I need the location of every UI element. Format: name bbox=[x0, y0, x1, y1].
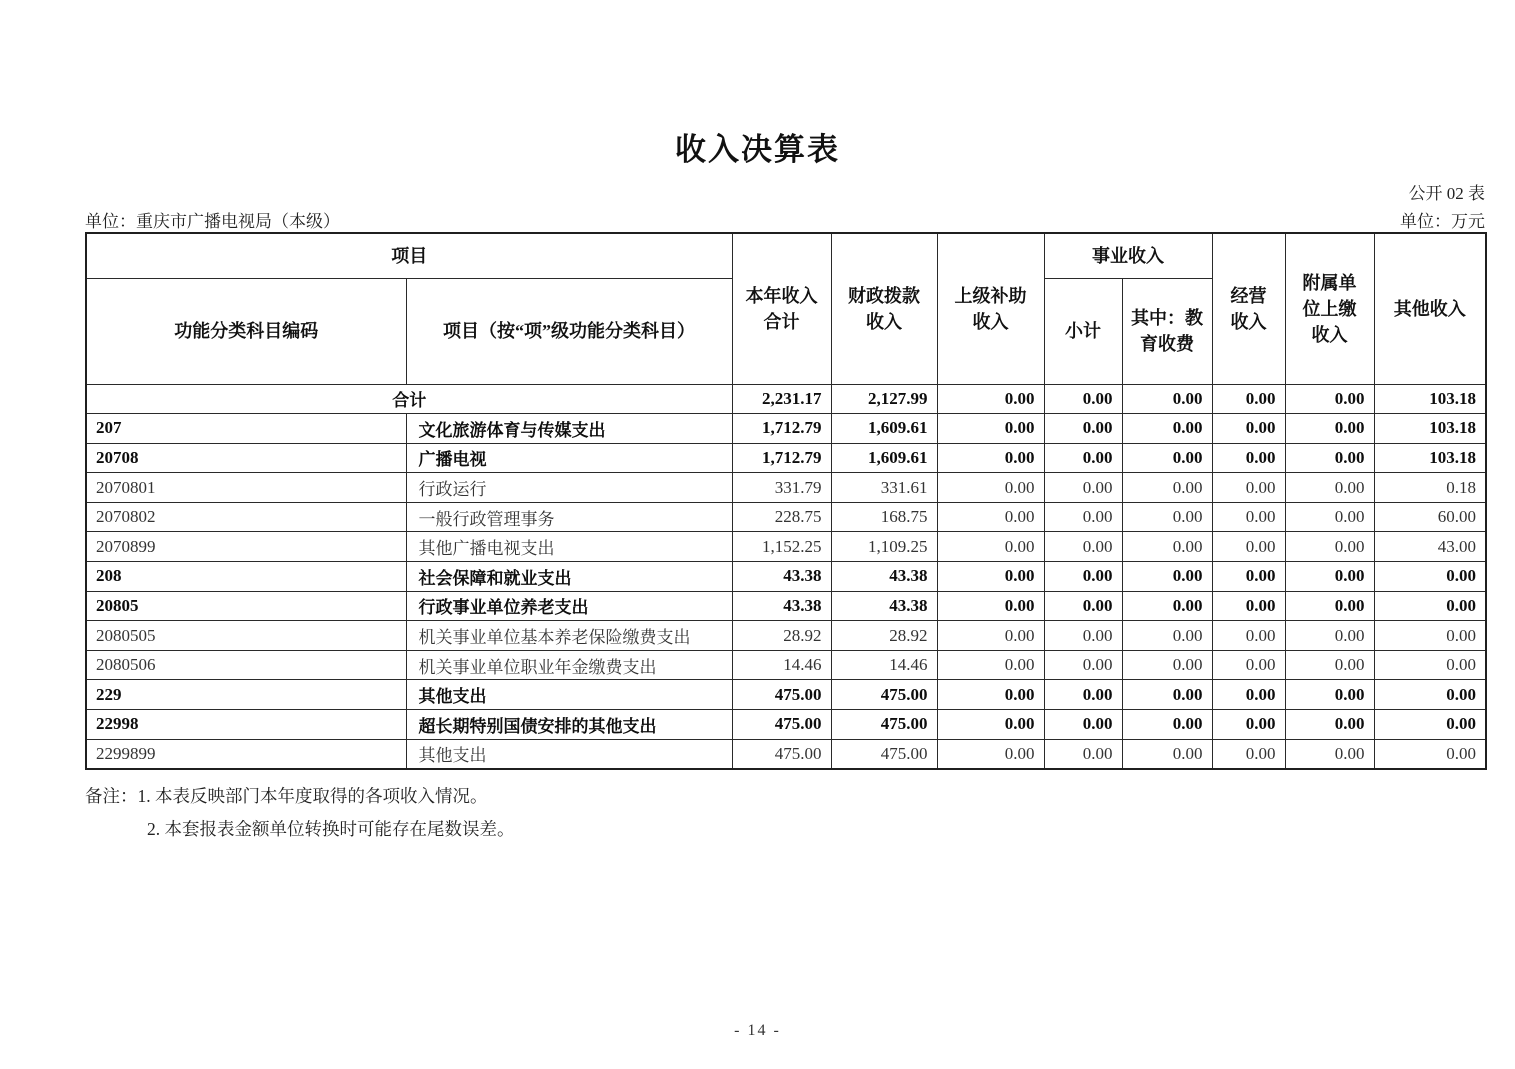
row-value: 0.00 bbox=[937, 384, 1044, 414]
row-value: 0.00 bbox=[1212, 710, 1285, 740]
col-header-fiscal-appropriation: 财政拨款收入 bbox=[831, 233, 937, 384]
row-value: 0.00 bbox=[1374, 621, 1486, 651]
table-body bbox=[86, 384, 1486, 769]
row-function-code: 207 bbox=[86, 414, 406, 444]
table-row bbox=[86, 562, 1486, 592]
table-header bbox=[86, 233, 1486, 384]
row-project-name: 其他广播电视支出 bbox=[406, 532, 732, 562]
row-project-name: 机关事业单位基本养老保险缴费支出 bbox=[406, 621, 732, 651]
unit-row bbox=[85, 207, 1485, 232]
footnotes bbox=[85, 780, 985, 846]
col-header-project-name: 项目（按“项”级功能分类科目） bbox=[406, 278, 732, 384]
col-header-affiliated-income: 附属单位上缴收入 bbox=[1285, 233, 1374, 384]
row-value: 0.00 bbox=[1122, 502, 1212, 532]
row-value: 0.00 bbox=[1122, 650, 1212, 680]
row-value: 0.00 bbox=[1285, 680, 1374, 710]
row-value: 0.00 bbox=[1122, 739, 1212, 769]
row-function-code: 208 bbox=[86, 562, 406, 592]
row-value: 0.00 bbox=[1374, 710, 1486, 740]
row-value: 0.00 bbox=[1044, 473, 1122, 503]
row-value: 2,231.17 bbox=[732, 384, 831, 414]
row-value: 0.00 bbox=[1285, 650, 1374, 680]
row-project-name: 其他支出 bbox=[406, 680, 732, 710]
row-value: 1,712.79 bbox=[732, 414, 831, 444]
row-value: 0.00 bbox=[1212, 680, 1285, 710]
row-project-name: 社会保障和就业支出 bbox=[406, 562, 732, 592]
table-row bbox=[86, 384, 1486, 414]
row-value: 475.00 bbox=[831, 710, 937, 740]
row-value: 0.00 bbox=[1212, 473, 1285, 503]
row-value: 0.00 bbox=[1044, 532, 1122, 562]
row-value: 0.00 bbox=[1212, 443, 1285, 473]
row-value: 43.38 bbox=[732, 591, 831, 621]
income-accounts-table bbox=[85, 232, 1487, 770]
row-function-code: 22998 bbox=[86, 710, 406, 740]
row-value: 475.00 bbox=[831, 739, 937, 769]
row-value: 0.00 bbox=[937, 650, 1044, 680]
row-value: 0.00 bbox=[1212, 562, 1285, 592]
row-value: 14.46 bbox=[732, 650, 831, 680]
row-value: 0.00 bbox=[937, 710, 1044, 740]
table-row bbox=[86, 502, 1486, 532]
table-row bbox=[86, 650, 1486, 680]
table-code-label: 公开 02 表 bbox=[1408, 184, 1485, 203]
row-value: 0.00 bbox=[1122, 473, 1212, 503]
row-function-code: 2070802 bbox=[86, 502, 406, 532]
col-header-project-group: 项目 bbox=[86, 233, 732, 278]
row-function-code: 20708 bbox=[86, 443, 406, 473]
row-function-code: 2070801 bbox=[86, 473, 406, 503]
row-value: 0.00 bbox=[1212, 739, 1285, 769]
row-value: 0.00 bbox=[1285, 532, 1374, 562]
row-total-label: 合计 bbox=[86, 384, 732, 414]
row-value: 0.00 bbox=[1044, 384, 1122, 414]
row-project-name: 其他支出 bbox=[406, 739, 732, 769]
row-value: 0.00 bbox=[1285, 621, 1374, 651]
row-value: 331.61 bbox=[831, 473, 937, 503]
row-value: 1,152.25 bbox=[732, 532, 831, 562]
row-value: 0.00 bbox=[1044, 591, 1122, 621]
col-header-operating-income: 经营收入 bbox=[1212, 233, 1285, 384]
row-project-name: 超长期特别国债安排的其他支出 bbox=[406, 710, 732, 740]
row-value: 0.00 bbox=[1122, 384, 1212, 414]
row-function-code: 2070899 bbox=[86, 532, 406, 562]
row-value: 228.75 bbox=[732, 502, 831, 532]
row-value: 1,609.61 bbox=[831, 414, 937, 444]
footnote-2: 2. 本套报表金额单位转换时可能存在尾数误差。 bbox=[147, 819, 515, 839]
row-value: 0.00 bbox=[937, 591, 1044, 621]
col-header-function-code: 功能分类科目编码 bbox=[86, 278, 406, 384]
row-value: 0.00 bbox=[1122, 414, 1212, 444]
row-function-code: 2299899 bbox=[86, 739, 406, 769]
row-value: 0.00 bbox=[1285, 384, 1374, 414]
row-value: 28.92 bbox=[732, 621, 831, 651]
table-row bbox=[86, 473, 1486, 503]
row-value: 0.00 bbox=[1285, 502, 1374, 532]
row-value: 1,609.61 bbox=[831, 443, 937, 473]
row-value: 0.00 bbox=[1122, 591, 1212, 621]
col-header-total-income: 本年收入合计 bbox=[732, 233, 831, 384]
row-project-name: 文化旅游体育与传媒支出 bbox=[406, 414, 732, 444]
row-value: 0.00 bbox=[937, 621, 1044, 651]
table-row bbox=[86, 532, 1486, 562]
row-value: 0.00 bbox=[1212, 384, 1285, 414]
row-value: 0.00 bbox=[1044, 710, 1122, 740]
table-row bbox=[86, 443, 1486, 473]
unit-name-label: 单位：重庆市广播电视局（本级） bbox=[85, 212, 340, 231]
row-value: 0.00 bbox=[937, 739, 1044, 769]
row-value: 103.18 bbox=[1374, 443, 1486, 473]
col-header-superior-subsidy: 上级补助收入 bbox=[937, 233, 1044, 384]
row-value: 0.00 bbox=[1374, 562, 1486, 592]
row-value: 0.00 bbox=[937, 443, 1044, 473]
row-value: 0.00 bbox=[1374, 650, 1486, 680]
row-value: 0.00 bbox=[937, 562, 1044, 592]
row-value: 331.79 bbox=[732, 473, 831, 503]
row-project-name: 一般行政管理事务 bbox=[406, 502, 732, 532]
row-value: 2,127.99 bbox=[831, 384, 937, 414]
row-value: 475.00 bbox=[732, 680, 831, 710]
row-value: 168.75 bbox=[831, 502, 937, 532]
row-value: 0.00 bbox=[1044, 621, 1122, 651]
row-value: 0.00 bbox=[1122, 562, 1212, 592]
row-value: 14.46 bbox=[831, 650, 937, 680]
row-value: 475.00 bbox=[732, 739, 831, 769]
row-value: 0.00 bbox=[937, 532, 1044, 562]
row-value: 0.00 bbox=[1374, 739, 1486, 769]
col-header-business-income-group: 事业收入 bbox=[1044, 233, 1212, 278]
row-value: 0.00 bbox=[1212, 621, 1285, 651]
row-value: 28.92 bbox=[831, 621, 937, 651]
row-value: 0.00 bbox=[1122, 621, 1212, 651]
row-value: 475.00 bbox=[732, 710, 831, 740]
row-value: 0.00 bbox=[1044, 502, 1122, 532]
col-header-subtotal: 小计 bbox=[1044, 278, 1122, 384]
header-row-group bbox=[86, 233, 1486, 278]
footnote-1: 备注：1. 本表反映部门本年度取得的各项收入情况。 bbox=[85, 786, 488, 806]
row-value: 103.18 bbox=[1374, 384, 1486, 414]
row-value: 475.00 bbox=[831, 680, 937, 710]
row-value: 43.38 bbox=[732, 562, 831, 592]
row-value: 1,109.25 bbox=[831, 532, 937, 562]
col-header-education-fee: 其中：教育收费 bbox=[1122, 278, 1212, 384]
row-project-name: 广播电视 bbox=[406, 443, 732, 473]
col-header-other-income: 其他收入 bbox=[1374, 233, 1486, 384]
row-function-code: 2080506 bbox=[86, 650, 406, 680]
row-value: 0.00 bbox=[937, 473, 1044, 503]
row-value: 0.00 bbox=[1044, 739, 1122, 769]
row-project-name: 机关事业单位职业年金缴费支出 bbox=[406, 650, 732, 680]
row-value: 43.38 bbox=[831, 562, 937, 592]
row-value: 0.00 bbox=[937, 502, 1044, 532]
row-value: 43.38 bbox=[831, 591, 937, 621]
row-value: 0.00 bbox=[1285, 473, 1374, 503]
row-value: 0.00 bbox=[1285, 414, 1374, 444]
table-row bbox=[86, 414, 1486, 444]
row-value: 43.00 bbox=[1374, 532, 1486, 562]
row-function-code: 2080505 bbox=[86, 621, 406, 651]
row-value: 0.00 bbox=[1285, 443, 1374, 473]
row-value: 0.00 bbox=[937, 414, 1044, 444]
row-value: 0.00 bbox=[1122, 680, 1212, 710]
currency-unit-label: 单位：万元 bbox=[1400, 212, 1485, 231]
table-row bbox=[86, 739, 1486, 769]
row-function-code: 229 bbox=[86, 680, 406, 710]
row-value: 0.00 bbox=[1212, 414, 1285, 444]
row-value: 0.00 bbox=[1122, 443, 1212, 473]
row-value: 0.00 bbox=[1212, 502, 1285, 532]
table-row bbox=[86, 710, 1486, 740]
row-value: 0.00 bbox=[1285, 591, 1374, 621]
row-value: 0.00 bbox=[1212, 650, 1285, 680]
row-value: 0.00 bbox=[1285, 739, 1374, 769]
row-value: 0.00 bbox=[1044, 414, 1122, 444]
table-row bbox=[86, 680, 1486, 710]
row-value: 0.00 bbox=[1212, 591, 1285, 621]
row-value: 0.00 bbox=[1044, 680, 1122, 710]
row-value: 0.00 bbox=[937, 680, 1044, 710]
table-row bbox=[86, 621, 1486, 651]
row-value: 0.18 bbox=[1374, 473, 1486, 503]
row-function-code: 20805 bbox=[86, 591, 406, 621]
table-row bbox=[86, 591, 1486, 621]
row-project-name: 行政运行 bbox=[406, 473, 732, 503]
row-value: 1,712.79 bbox=[732, 443, 831, 473]
row-value: 0.00 bbox=[1044, 650, 1122, 680]
row-value: 0.00 bbox=[1122, 710, 1212, 740]
row-value: 0.00 bbox=[1285, 562, 1374, 592]
row-value: 0.00 bbox=[1374, 591, 1486, 621]
row-value: 103.18 bbox=[1374, 414, 1486, 444]
row-value: 0.00 bbox=[1122, 532, 1212, 562]
row-value: 60.00 bbox=[1374, 502, 1486, 532]
row-project-name: 行政事业单位养老支出 bbox=[406, 591, 732, 621]
row-value: 0.00 bbox=[1044, 443, 1122, 473]
page-title: 收入决算表 bbox=[675, 132, 840, 167]
row-value: 0.00 bbox=[1044, 562, 1122, 592]
row-value: 0.00 bbox=[1212, 532, 1285, 562]
row-value: 0.00 bbox=[1285, 710, 1374, 740]
page-number: - 14 - bbox=[734, 1022, 781, 1039]
row-value: 0.00 bbox=[1374, 680, 1486, 710]
